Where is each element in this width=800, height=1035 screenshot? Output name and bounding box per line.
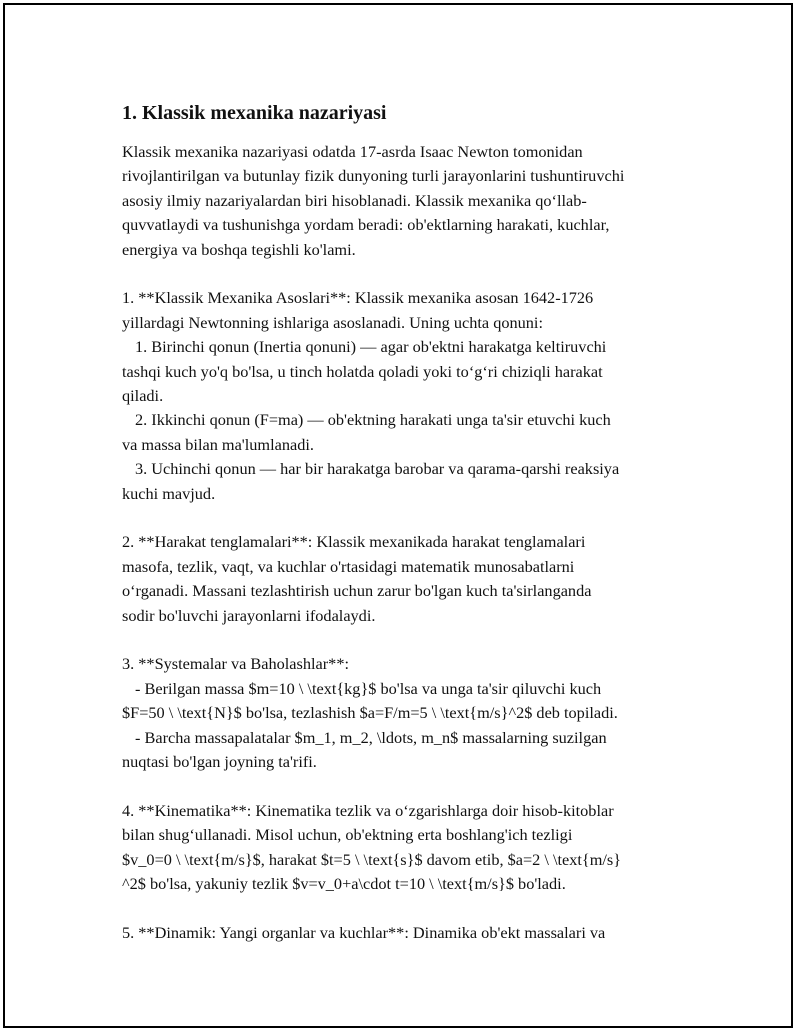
section-4-paragraph bbox=[122, 799, 707, 897]
text-line: 2. Ikkinchi qonun (F=ma) — ob'ektning harakati unga ta'sir etuvchi kuch bbox=[135, 410, 611, 430]
document-body bbox=[122, 100, 707, 970]
text-line: $F=50 \ \text{N}$ bo'lsa, tezlashish $a=F/m=5 \ \text{m/s}^2$ deb topiladi. bbox=[122, 703, 618, 723]
section-5-paragraph bbox=[122, 921, 707, 945]
text-line: 1. **Klassik Mexanika Asoslari**: Klassik mexanika asosan 1642-1726 bbox=[122, 288, 594, 308]
text-line: 2. **Harakat tenglamalari**: Klassik mexanikada harakat tenglamalari bbox=[122, 532, 586, 552]
text-line: ^2$ bo'lsa, yakuniy tezlik $v=v_0+a\cdot t=10 \ \text{m/s}$ bo'ladi. bbox=[122, 874, 566, 894]
text-line: - Barcha massapalatalar $m_1, m_2, \ldots, m_n$ massalarning suzilgan bbox=[135, 727, 607, 747]
intro-paragraph bbox=[122, 140, 707, 262]
text-line: 3. **Systemalar va Baholashlar**: bbox=[122, 654, 349, 674]
text-line: asosiy ilmiy nazariyalardan biri hisoblanadi. Klassik mexanika qo‘llab- bbox=[122, 190, 587, 210]
text-line: va massa bilan ma'lumlanadi. bbox=[122, 434, 314, 454]
text-line: sodir bo'luvchi jarayonlarni ifodalaydi. bbox=[122, 605, 376, 625]
text-line: 4. **Kinematika**: Kinematika tezlik va o‘zgarishlarga doir hisob-kitoblar bbox=[122, 800, 614, 820]
text-line: nuqtasi bo'lgan joyning ta'rifi. bbox=[122, 752, 317, 772]
section-3-paragraph bbox=[122, 652, 707, 774]
text-line: 1. Birinchi qonun (Inertia qonuni) — agar ob'ektni harakatga keltiruvchi bbox=[135, 337, 607, 357]
document-title: 1. Klassik mexanika nazariyasi bbox=[122, 102, 387, 124]
text-line: kuchi mavjud. bbox=[122, 483, 216, 503]
text-line: quvvatlaydi va tushunishga yordam beradi: ob'ektlarning harakati, kuchlar, bbox=[122, 215, 610, 235]
text-line: 3. Uchinchi qonun — har bir harakatga barobar va qarama-qarshi reaksiya bbox=[135, 459, 620, 479]
text-line: Klassik mexanika nazariyasi odatda 17-asrda Isaac Newton tomonidan bbox=[122, 142, 583, 161]
text-line: yillardagi Newtonning ishlariga asoslanadi. Uning uchta qonuni: bbox=[122, 312, 543, 332]
page-frame bbox=[3, 3, 793, 1028]
text-line: 5. **Dinamik: Yangi organlar va kuchlar**: Dinamika ob'ekt massalari va bbox=[122, 922, 606, 942]
text-line: $v_0=0 \ \text{m/s}$, harakat $t=5 \ \text{s}$ davom etib, $a=2 \ \text{m/s} bbox=[122, 849, 622, 869]
text-line: energiya va boshqa tegishli ko'lami. bbox=[122, 239, 356, 259]
text-line: tashqi kuch yo'q bo'lsa, u tinch holatda qoladi yoki to‘g‘ri chiziqli harakat bbox=[122, 361, 603, 381]
text-line: o‘rganadi. Massani tezlashtirish uchun zarur bo'lgan kuch ta'sirlanganda bbox=[122, 581, 592, 601]
text-line: masofa, tezlik, vaqt, va kuchlar o'rtasidagi matematik munosabatlarni bbox=[122, 556, 575, 576]
section-1-paragraph bbox=[122, 286, 707, 506]
text-line: qiladi. bbox=[122, 386, 164, 406]
text-line: rivojlantirilgan va butunlay fizik dunyoning turli jarayonlarini tushuntiruvchi bbox=[122, 166, 625, 186]
text-line: - Berilgan massa $m=10 \ \text{kg}$ bo'lsa va unga ta'sir qiluvchi kuch bbox=[135, 678, 602, 698]
text-line: bilan shug‘ullanadi. Misol uchun, ob'ektning erta boshlang'ich tezligi bbox=[122, 825, 573, 845]
section-2-paragraph bbox=[122, 530, 707, 628]
